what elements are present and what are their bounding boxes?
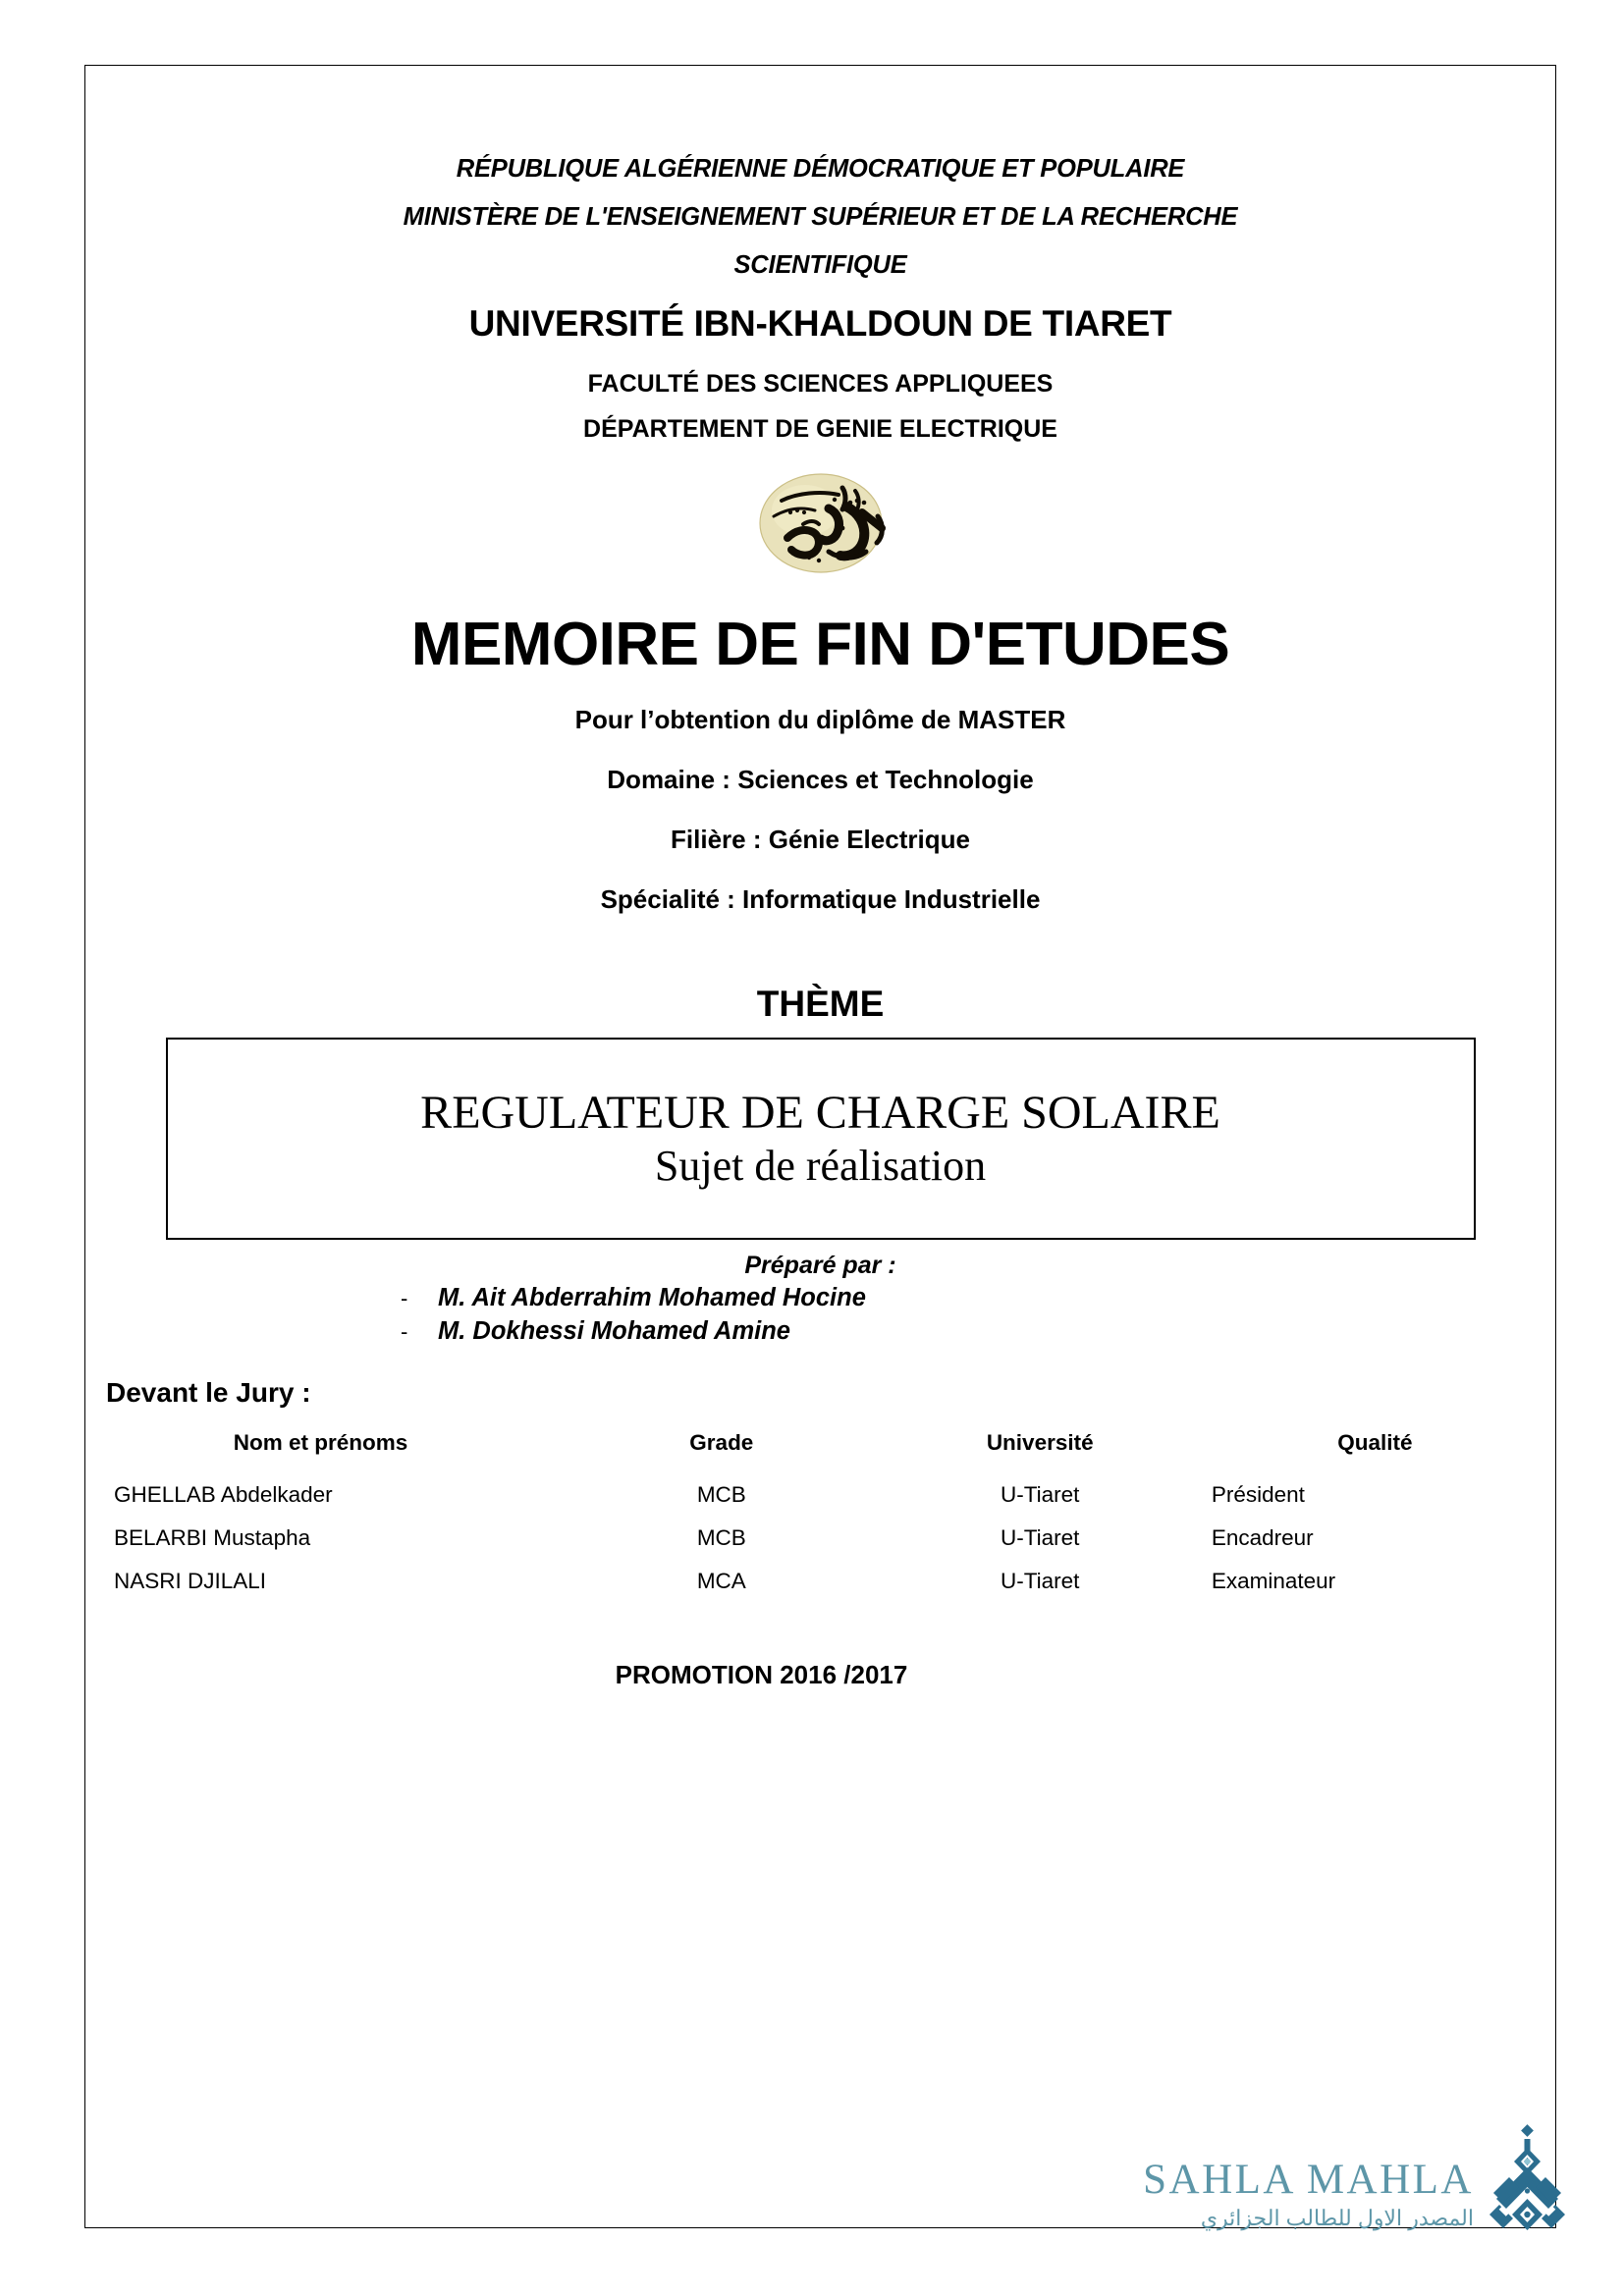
domaine-line: Domaine : Sciences et Technologie [607, 765, 1034, 794]
ministry-heading-line2: SCIENTIFIQUE [733, 251, 907, 279]
column-header-university: Université [986, 1430, 1094, 1456]
jury-member-grade: MCB [696, 1525, 746, 1551]
watermark [1143, 2124, 1570, 2234]
jury-member-grade: MCB [696, 1482, 746, 1508]
jury-member-quality: Examinateur [1211, 1569, 1336, 1594]
page-title: MEMOIRE DE FIN D'ETUDES [410, 611, 1230, 678]
jury-member-grade: MCA [696, 1569, 746, 1594]
watermark-arabic-tagline: المصدر الاول للطالب الجزائري [1200, 2205, 1474, 2230]
list-item [401, 1315, 1556, 1349]
jury-label: Devant le Jury : [106, 1377, 311, 1409]
bullet-dash: - [401, 1318, 408, 1344]
table-row [84, 1473, 1556, 1517]
column-header-grade: Grade [689, 1430, 754, 1456]
jury-member-name: BELARBI Mustapha [114, 1525, 311, 1551]
department-name: DÉPARTEMENT DE GENIE ELECTRIQUE [583, 415, 1057, 443]
theme-subtitle: Sujet de réalisation [654, 1142, 987, 1191]
author-name: M. Dokhessi Mohamed Amine [438, 1316, 790, 1345]
watermark-text [1143, 2156, 1474, 2234]
amazigh-ornament-icon [1480, 2124, 1570, 2234]
author-name: M. Ait Abderrahim Mohamed Hocine [438, 1284, 866, 1311]
list-item [401, 1282, 1556, 1315]
jury-member-quality: Encadreur [1211, 1525, 1314, 1551]
jury-member-university: U-Tiaret [1001, 1525, 1080, 1551]
prepared-by-label: Préparé par : [744, 1252, 896, 1279]
filiere-line: Filière : Génie Electrique [671, 825, 970, 854]
jury-member-name: NASRI DJILALI [114, 1569, 267, 1594]
promotion-year: PROMOTION 2016 /2017 [615, 1660, 908, 1690]
diploma-purpose: Pour l’obtention du diplôme de MASTER [574, 705, 1066, 734]
page-content [84, 65, 1556, 2228]
column-header-quality: Qualité [1337, 1430, 1413, 1456]
column-header-name: Nom et prénoms [233, 1430, 408, 1456]
theme-box [166, 1038, 1476, 1240]
jury-member-university: U-Tiaret [1001, 1482, 1080, 1508]
jury-member-quality: Président [1211, 1482, 1305, 1508]
faculty-name: FACULTÉ DES SCIENCES APPLIQUEES [587, 370, 1054, 398]
republic-heading: RÉPUBLIQUE ALGÉRIENNE DÉMOCRATIQUE ET POPULAIRE [456, 155, 1185, 183]
jury-table [84, 1430, 1556, 1603]
watermark-brand-name: SAHLA MAHLA [1143, 2156, 1474, 2203]
bullet-dash: - [401, 1286, 408, 1310]
ministry-heading: MINISTÈRE DE L'ENSEIGNEMENT SUPÉRIEUR ET DE LA RECHERCHE [403, 203, 1238, 231]
theme-title: REGULATEUR DE CHARGE SOLAIRE [420, 1087, 1220, 1140]
emblem-container [84, 467, 1556, 580]
theme-label: THÈME [756, 984, 885, 1024]
jury-member-university: U-Tiaret [1001, 1569, 1080, 1594]
table-row [84, 1517, 1556, 1560]
authors-list [84, 1282, 1556, 1348]
university-name: UNIVERSITÉ IBN-KHALDOUN DE TIARET [468, 303, 1172, 344]
table-header-row [84, 1430, 1556, 1473]
specialite-line: Spécialité : Informatique Industrielle [600, 884, 1041, 914]
table-row [84, 1560, 1556, 1603]
jury-member-name: GHELLAB Abdelkader [114, 1482, 333, 1508]
university-seal-icon [744, 467, 897, 580]
